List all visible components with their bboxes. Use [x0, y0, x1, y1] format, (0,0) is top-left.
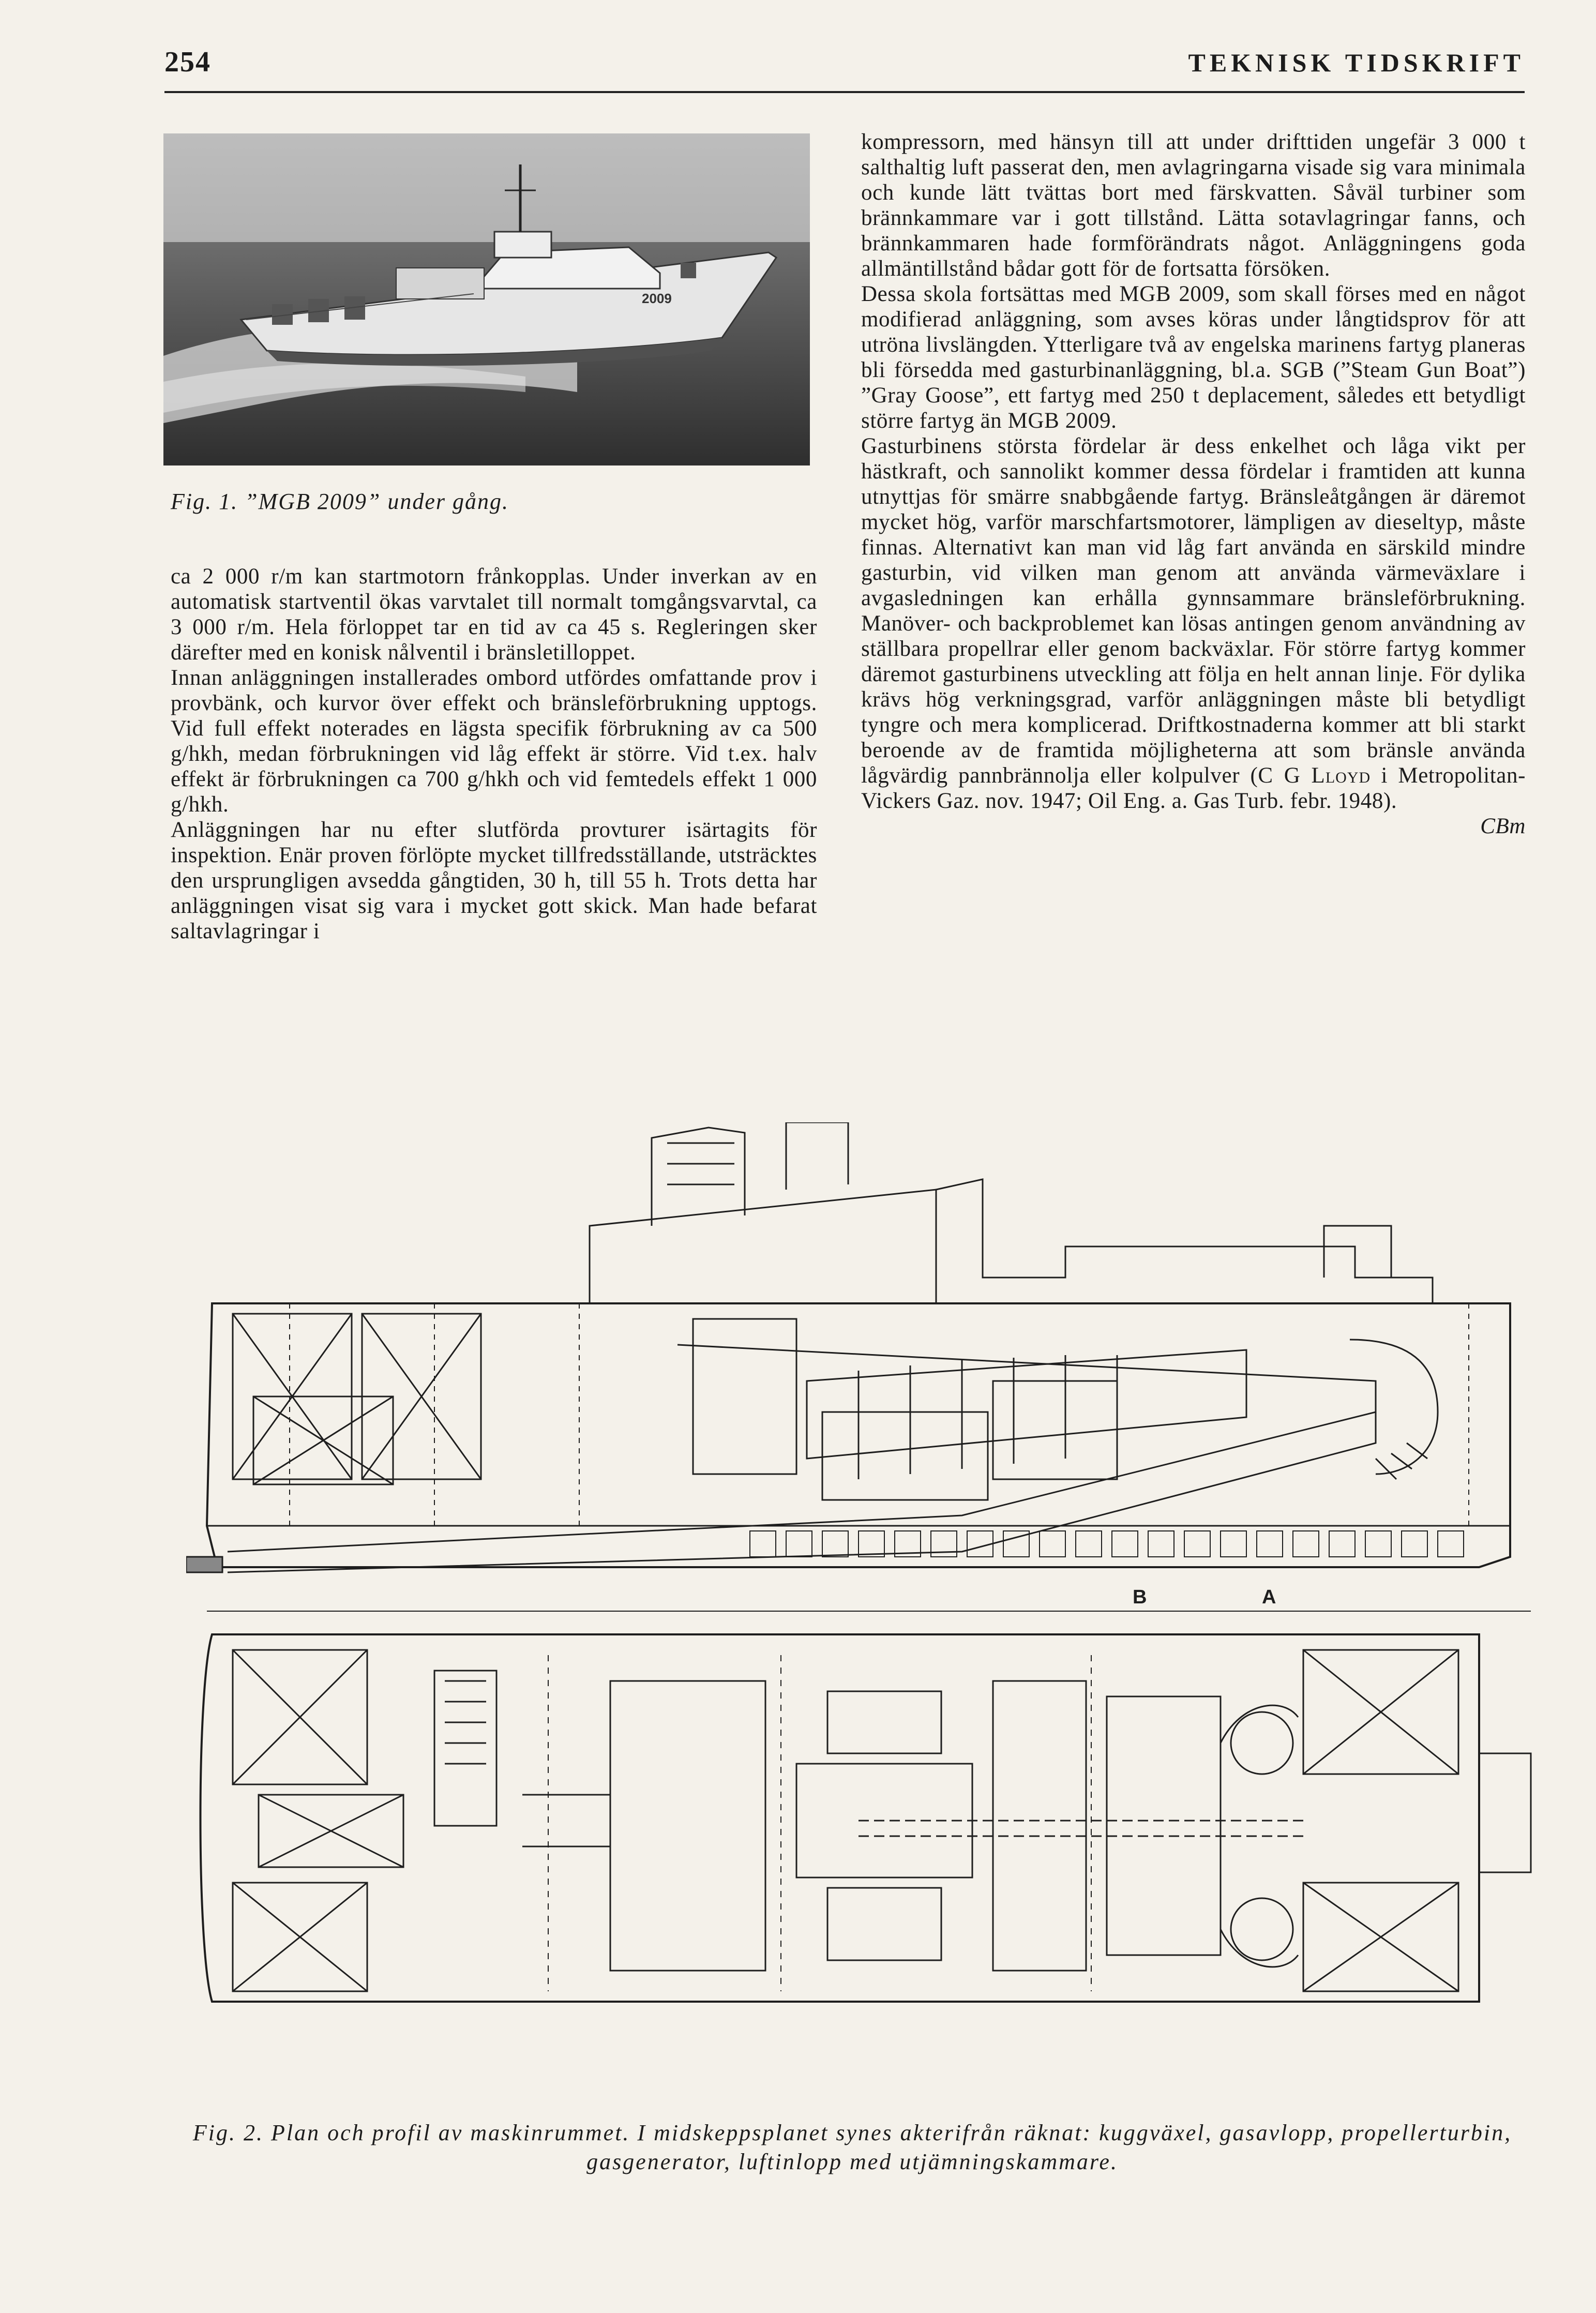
- left-text-column: [171, 564, 817, 944]
- author-signature: CBm: [1480, 814, 1526, 838]
- figure-1-caption: Fig. 1. ”MGB 2009” under gång.: [171, 489, 509, 514]
- right-text-column: [861, 129, 1526, 839]
- hull-number: 2009: [642, 291, 672, 306]
- boat-photo: [163, 133, 810, 465]
- section-label-b: B: [1133, 1586, 1147, 1608]
- header-rule: [164, 91, 1525, 93]
- reference-author: C G Lloyd: [1258, 763, 1371, 788]
- page-number: 254: [164, 46, 211, 78]
- section-label-a: A: [1262, 1586, 1276, 1608]
- paragraph: ca 2 000 r/m kan startmotorn frånkopplas. Under inverkan av en automatisk startventil ökas varvtalet till normalt tomgångsvarvtal, ca 3 000 r/m. Hela förloppet tar en tid av ca 45 s. Regleringen sker därefter med en konisk nålventil i bränsletilloppet.: [171, 564, 817, 665]
- paragraph: kompressorn, med hänsyn till att under drifttiden ungefär 3 000 t salthaltig luft passerat den, men avlagringarna visade sig vara minimala och kunde lätt tvättas bort med färskvatten. Såväl turbiner som brännkammare var i gott tillstånd. Lätta sotavlagringar fanns, och brännkammaren hade formförändrats något. Anläggningens goda allmäntillstånd bådar gott för de fortsatta försöken.: [861, 130, 1526, 281]
- figure-2-caption: Fig. 2. Plan och profil av maskinrummet. I midskeppsplanet synes akterifrån räknat: kuggväxel, gasavlopp, propellerturbin, gasgenerator, luftinlopp med utjämningskammare.: [192, 2120, 1512, 2174]
- engine-room-drawing: [186, 1122, 1541, 2007]
- plan-view: [201, 1634, 1531, 2002]
- paragraph: Innan anläggningen installerades ombord utfördes omfattande prov i provbänk, och kurvor över effekt och bränsleförbrukning upptogs. Vid full effekt noterades en lägsta specifik förbrukning av ca 500 g/hkh, medan förbrukningen vid låg effekt är större. Vid t.ex. halv effekt är förbrukningen ca 700 g/hkh och vid femtedels effekt 1 000 g/hkh.: [171, 666, 817, 817]
- reference-tail: i Metropolitan-Vickers Gaz. nov. 1947; Oil Eng. a. Gas Turb. febr. 1948).: [861, 763, 1526, 813]
- paragraph: Anläggningen har nu efter slutförda provturer isärtagits för inspektion. Enär proven förlöpte mycket tillfredsställande, utsträcktes den ursprungligen avsedda gångtiden, 30 h, till 55 h. Trots detta har anläggningen visat sig vara i mycket gott skick. Man hade befarat saltavlagringar i: [171, 818, 817, 943]
- profile-view: [186, 1122, 1510, 1572]
- paragraph: Dessa skola fortsättas med MGB 2009, som skall förses med en något modifierad anläggning, som avses köras under långtidsprov för att utröna livslängden. Ytterligare två av engelska marinens fartyg planeras bli försedda med gasturbinanläggning, bl.a. SGB (”Steam Gun Boat”) ”Gray Goose”, ett fartyg med 250 t deplacement, således ett betydligt större fartyg än MGB 2009.: [861, 282, 1526, 433]
- journal-title: TEKNISK TIDSKRIFT: [1188, 48, 1525, 77]
- paragraph-body: Gasturbinens största fördelar är dess enkelhet och låga vikt per hästkraft, och sannolikt kommer dessa fördelar i framtiden att kunna utnyttjas för smärre snabbgående fartyg. Bränsleåtgången är däremot mycket hög, varför marschfartsmotorer, lämpligen av dieseltyp, måste finnas. Alternativt kan man vid låg fart använda en särskild mindre gasturbin, vid vilken man genom att använda värmeväxlare i avgasledningen kan erhålla gynnsammare bränsleförbrukning. Manöver- och backproblemet kan lösas antingen genom användning av ställbara propellrar eller genom backväxlar. För större fartyg kommer däremot gasturbinens utveckling att följa en helt annan linje. För dylika krävs hög verkningsgrad, varför anläggningen måste bli betydligt tyngre och mera komplicerad. Driftkostnaderna kommer att bli starkt beroende av de framtida möjligheterna att som bränsle använda lågvärdig pannbrännolja eller kolpulver (: [861, 434, 1526, 788]
- paragraph: [861, 433, 1526, 814]
